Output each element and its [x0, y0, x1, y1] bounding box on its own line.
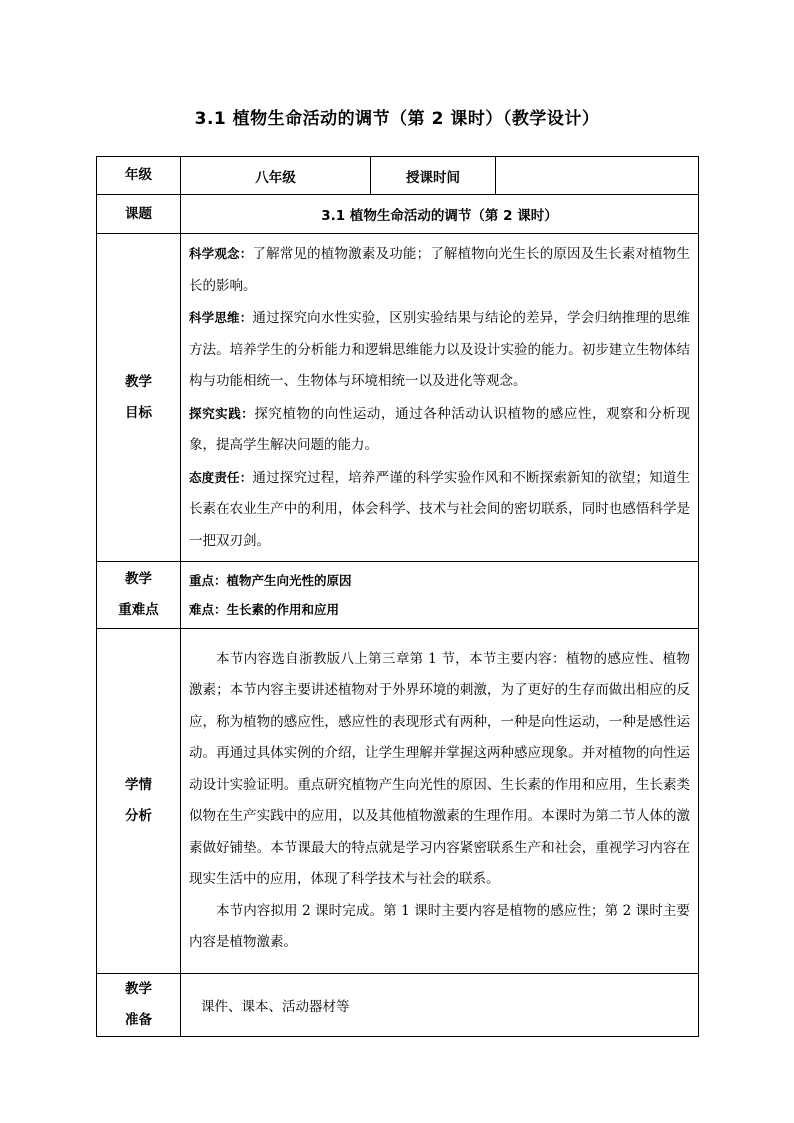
prep-content: 课件、课本、活动器材等: [181, 974, 699, 1037]
grade-row: [97, 157, 699, 195]
prep-label: [97, 974, 181, 1037]
prep-label-line1: 教学: [125, 981, 152, 997]
analysis-paragraph: 本节内容选自浙教版八上第三章第 1 节，本节主要内容：植物的感应性、植物激素；本节内容主要讲述植物对于外界环境的刺激，为了更好的生存而做出相应的反应，称为植物的感应性，感应性的表现形式有两种，一种是向性运动，一种是感性运动。再通过具体实例的介绍，让学生理解并掌握这两种感应现象。并对植物的向性运动设计实验证明。重点研究植物产生向光性的原因、生长素的作用和应用，生长素类似物在生产实践中的应用，以及其他植物激素的生理作用。本课时为第二节人体的激素做好铺垫。本节课最大的特点就是学习内容紧密联系生产和社会，重视学习内容在现实生活中的应用，体现了科学技术与社会的联系。: [189, 650, 690, 887]
key-points-label-line1: 教学: [125, 571, 152, 587]
goal-text: 通过探究过程，培养严谨的科学实验作风和不断探索新知的欲望；知道生长素在农业生产中的利用，体会科学、技术与社会间的密切联系，同时也感悟科学是一把双刃剑。: [189, 469, 690, 549]
goal-item: [189, 302, 690, 398]
goal-item: [189, 398, 690, 462]
key-points-content: [181, 562, 699, 629]
prep-row: [97, 974, 699, 1037]
goal-tag: 科学思维：: [189, 310, 253, 325]
prep-label-line2: 准备: [125, 1012, 152, 1028]
goal-text: 了解常见的植物激素及功能；了解植物向光生长的原因及生长素对植物生长的影响。: [189, 246, 690, 294]
analysis-label-line1: 学情: [125, 777, 152, 793]
analysis-paragraph: 本节内容拟用 2 课时完成。第 1 课时主要内容是植物的感应性；第 2 课时主要内容是植物激素。: [189, 902, 690, 950]
grade-label: 年级: [97, 157, 181, 195]
topic-row: [97, 195, 699, 234]
goals-label-line1: 教学: [125, 373, 152, 390]
goal-text: 通过探究向水性实验，区别实验结果与结论的差异，学会归纳推理的思维方法。培养学生的分析能力和逻辑思维能力以及设计实验的能力。初步建立生物体结构与功能相统一、生物体与环境相统一以及进化等观念。: [189, 310, 690, 389]
goal-text: 探究植物的向性运动，通过各种活动认识植物的感应性，观察和分析现象，提高学生解决问题的能力。: [189, 405, 690, 453]
goal-tag: 科学观念：: [189, 246, 253, 261]
goals-label-line2: 目标: [125, 404, 152, 421]
grade-value: 八年级: [181, 157, 371, 195]
key-points-row: [97, 562, 699, 629]
goal-tag: 态度责任：: [189, 469, 253, 485]
time-value: [496, 157, 699, 195]
key-points-label: [97, 562, 181, 629]
topic-label: 课题: [97, 195, 181, 234]
goals-row: [97, 234, 699, 562]
document-title: 3.1 植物生命活动的调节（第 2 课时）（教学设计）: [194, 109, 600, 129]
goal-item: [189, 238, 690, 302]
focus-point: 重点：植物产生向光性的原因: [189, 573, 352, 588]
topic-value: 3.1 植物生命活动的调节（第 2 课时）: [181, 195, 699, 234]
lesson-plan-table: [96, 156, 699, 1037]
key-points-label-line2: 重难点: [118, 602, 159, 618]
time-label: 授课时间: [371, 157, 496, 195]
goal-tag: 探究实践：: [189, 405, 255, 421]
analysis-row: [97, 629, 699, 974]
difficulty-point: 难点：生长素的作用和应用: [189, 602, 340, 617]
analysis-label: [97, 629, 181, 974]
goals-content: [181, 234, 699, 562]
analysis-content: [181, 629, 699, 974]
goals-label: [97, 234, 181, 562]
analysis-label-line2: 分析: [125, 808, 152, 824]
goal-item: [189, 462, 690, 558]
